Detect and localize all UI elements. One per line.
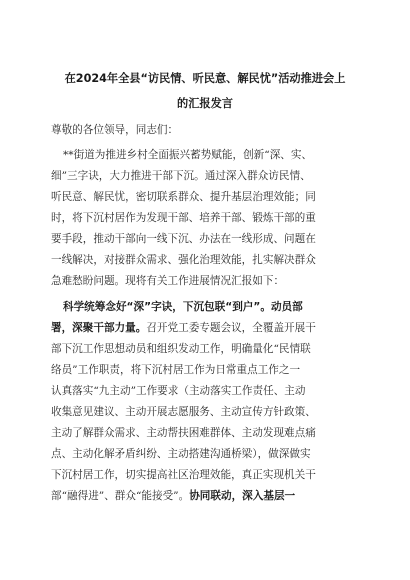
- paragraph-2-text: 部“融得进”、群众“能接受”。: [51, 490, 190, 502]
- section-heading: 科学统筹念好“深”字诀，下沉包联“到户”。动员部: [63, 301, 303, 313]
- paragraph-2-line: 收集意见建议、主动开展志愿服务、主动宣传方针政策、: [51, 406, 316, 418]
- paragraph-2-line: 下沉村居工作，切实提高社区治理效能，真正实现机关干: [51, 469, 316, 481]
- paragraph-1-line: 时，将下沉村居作为发现干部、培养干部、锻炼干部的重: [51, 212, 316, 224]
- paragraph-1-line: 急难愁盼问题。现将有关工作进展情况汇报如下：: [51, 275, 285, 287]
- document-title-line-1: 在2024年全县“访民情、听民意、解民忧”活动推进会上: [64, 72, 346, 85]
- paragraph-1-line: 要手段，推动干部向一线下沉、办法在一线形成、问题在: [51, 233, 316, 245]
- next-section-heading: 协同联动，深入基层一: [189, 490, 296, 502]
- paragraph-1-line: **街道为推进乡村全面振兴蓄势赋能，创新“深、实、: [63, 149, 313, 161]
- paragraph-2-line: [51, 321, 363, 335]
- paragraph-1-line: 一线解决，对接群众需求、强化治理效能，扎实解决群众: [51, 254, 316, 266]
- paragraph-2-line: 认真落实“九主动”工作要求（主动落实工作责任、主动: [51, 385, 306, 397]
- paragraph-2-text: 召开党工委专题会议，全覆盖开展干: [146, 322, 316, 334]
- paragraph-2-line: 点、主动化解矛盾纠纷、主动搭建沟通桥梁），做深做实: [51, 448, 311, 460]
- paragraph-2-line: [51, 489, 363, 503]
- salutation: 尊敬的各位领导，同志们：: [51, 124, 179, 136]
- paragraph-1-line: 细”三字诀，大力推进干部下沉。通过深入群众访民情、: [51, 170, 311, 182]
- document-title-line-2: 的汇报发言: [177, 97, 233, 110]
- paragraph-2-line: 主动了解群众需求、主动帮扶困难群体、主动发现难点痛: [51, 427, 316, 439]
- paragraph-2-line: 部下沉工作思想动员和组织发动工作，明确量化“民情联: [51, 343, 311, 355]
- section-subheading: 署，深聚干部力量。: [51, 322, 147, 334]
- paragraph-2-line: 络员”工作职责，将下沉村居工作为日常重点工作之一: [51, 364, 301, 376]
- paragraph-1-line: 听民意、解民忧，密切联系群众、提升基层治理效能；同: [51, 191, 316, 203]
